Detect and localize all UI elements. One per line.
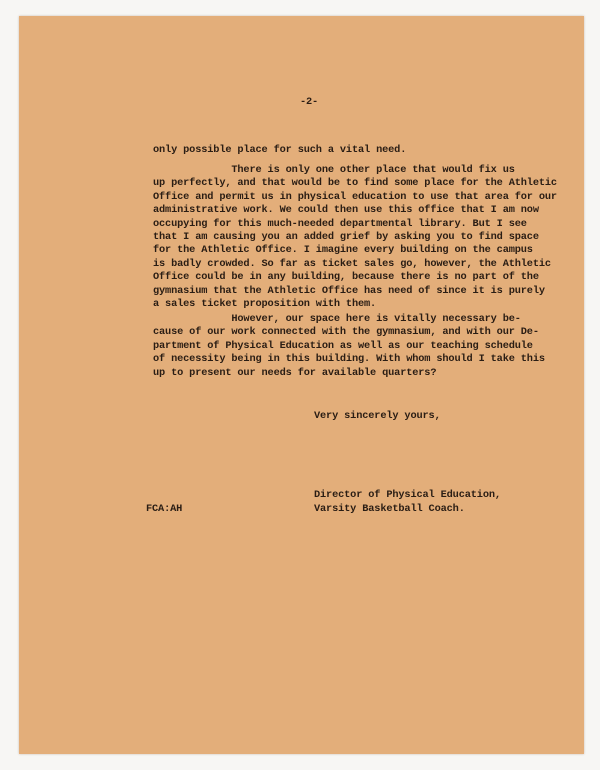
paragraph-line: However, our space here is vitally necessary be- bbox=[153, 313, 521, 325]
paragraph-2 bbox=[153, 164, 557, 311]
paragraph-1: only possible place for such a vital need. bbox=[153, 144, 407, 156]
paragraph-line: that I am causing you an added grief by asking you to find space bbox=[153, 230, 539, 243]
paragraph-line: gymnasium that the Athletic Office has need of since it is purely bbox=[153, 284, 545, 297]
page-number: -2- bbox=[300, 96, 319, 108]
paragraph-3 bbox=[153, 313, 545, 380]
paragraph-line: Office and permit us in physical education to use that area for our bbox=[153, 190, 557, 203]
paragraph-line: up to present our needs for available quarters? bbox=[153, 366, 437, 379]
paragraph-line: of necessity being in this building. With whom should I take this bbox=[153, 353, 545, 366]
letter-page bbox=[19, 16, 584, 754]
paragraph-line: partment of Physical Education as well as our teaching schedule bbox=[153, 339, 533, 352]
signature-title-2: Varsity Basketball Coach. bbox=[314, 503, 465, 515]
paragraph-line: There is only one other place that would fix us bbox=[153, 164, 515, 176]
closing: Very sincerely yours, bbox=[314, 410, 441, 422]
paragraph-line: cause of our work connected with the gymnasium, and with our De- bbox=[153, 326, 539, 339]
paragraph-line: for the Athletic Office. I imagine every building on the campus bbox=[153, 244, 533, 257]
paragraph-line: Office could be in any building, because there is no part of the bbox=[153, 271, 539, 284]
reference-initials: FCA:AH bbox=[146, 503, 183, 515]
signature-title-1: Director of Physical Education, bbox=[314, 489, 501, 501]
paragraph-line: a sales ticket proposition with them. bbox=[153, 297, 377, 310]
paragraph-line: occupying for this much-needed departmental library. But I see bbox=[153, 217, 527, 230]
paragraph-line: up perfectly, and that would be to find some place for the Athletic bbox=[153, 177, 557, 190]
paragraph-line: administrative work. We could then use this office that I am now bbox=[153, 204, 539, 217]
paragraph-line: is badly crowded. So far as ticket sales go, however, the Athletic bbox=[153, 257, 551, 270]
